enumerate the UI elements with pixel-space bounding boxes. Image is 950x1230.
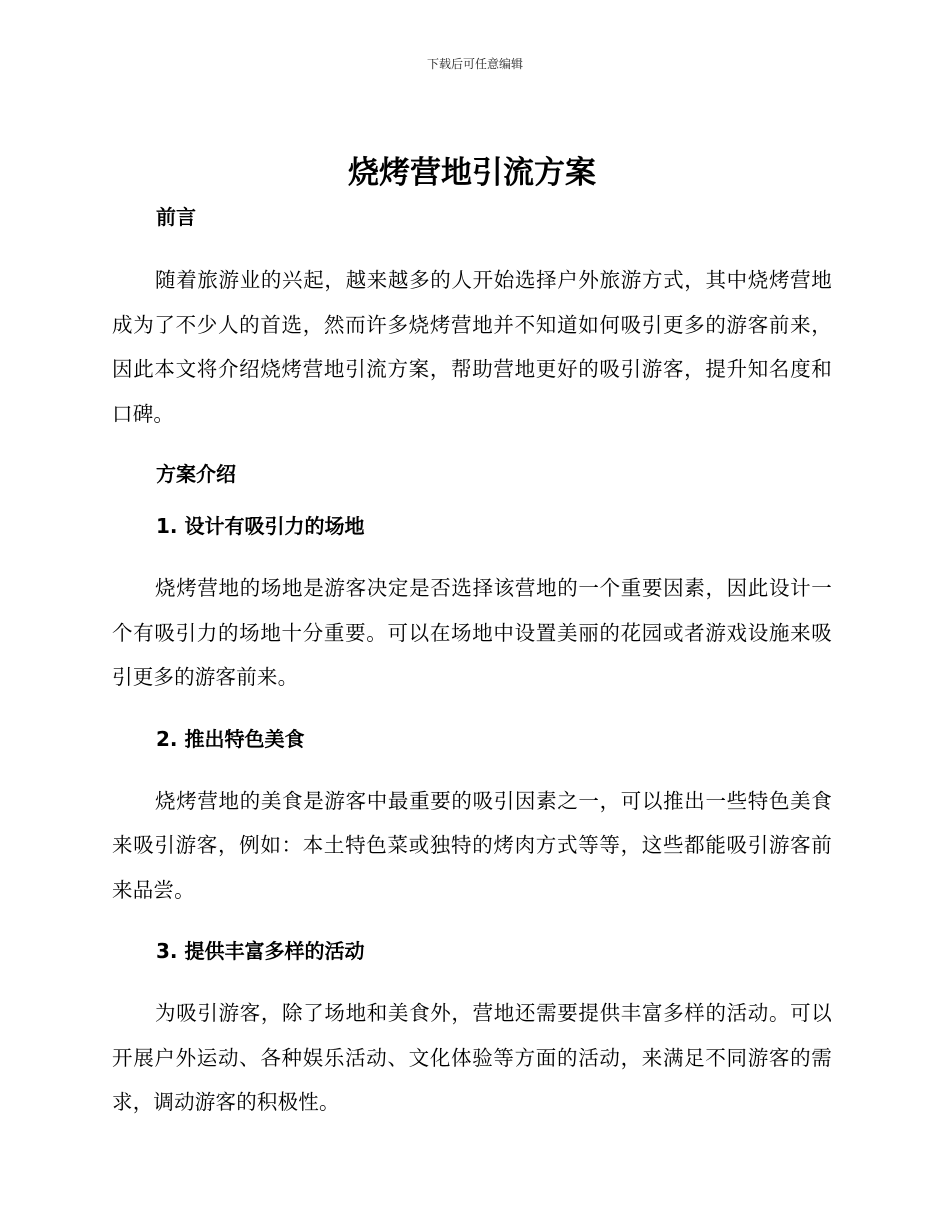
section-1-paragraph: 烧烤营地的场地是游客决定是否选择该营地的一个重要因素，因此设计一个有吸引力的场地十分重要。可以在场地中设置美丽的花园或者游戏设施来吸引更多的游客前来。 bbox=[112, 576, 832, 689]
section-3-heading: 3. 提供丰富多样的活动 bbox=[156, 939, 365, 963]
preface-paragraph: 随着旅游业的兴起，越来越多的人开始选择户外旅游方式，其中烧烤营地成为了不少人的首选，然而许多烧烤营地并不知道如何吸引更多的游客前来，因此本文将介绍烧烤营地引流方案，帮助营地更好的吸引游客，提升知名度和口碑。 bbox=[112, 268, 832, 426]
section-2-heading: 2. 推出特色美食 bbox=[156, 726, 305, 751]
plan-heading: 方案介绍 bbox=[156, 462, 236, 486]
document-title: 烧烤营地引流方案 bbox=[348, 155, 596, 191]
page-header-note: 下载后可任意编辑 bbox=[426, 57, 523, 71]
preface-heading: 前言 bbox=[156, 205, 196, 229]
section-3-paragraph: 为吸引游客，除了场地和美食外，营地还需要提供丰富多样的活动。可以开展户外运动、各种娱乐活动、文化体验等方面的活动，来满足不同游客的需求，调动游客的积极性。 bbox=[112, 1001, 832, 1114]
section-1-heading: 1. 设计有吸引力的场地 bbox=[156, 514, 365, 538]
document-body bbox=[112, 150, 832, 1125]
section-2-paragraph: 烧烤营地的美食是游客中最重要的吸引因素之一，可以推出一些特色美食来吸引游客，例如：本土特色菜或独特的烤肉方式等等，这些都能吸引游客前来品尝。 bbox=[112, 788, 832, 902]
